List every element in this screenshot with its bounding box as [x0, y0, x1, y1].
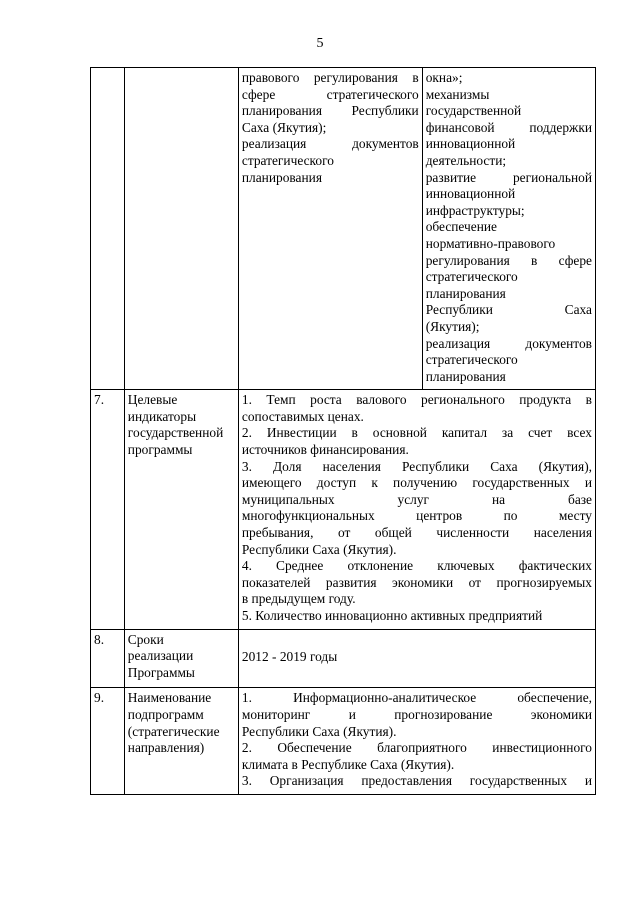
- row-name-cell: [124, 688, 238, 795]
- text-line: стратегического: [241, 152, 334, 168]
- row-number-cell: [91, 68, 125, 390]
- text-line: инфраструктуры;: [425, 202, 525, 218]
- text-line: регулирования в сфере: [425, 252, 592, 268]
- row-name-line: (стратегические: [127, 723, 220, 739]
- text-line: планирования Республики: [241, 103, 419, 119]
- text-line: 1. Информационно-аналитическое обеспечение,: [241, 690, 592, 706]
- text-line: 3. Доля населения Республики Саха (Якутия),: [241, 458, 592, 474]
- text-line: обеспечение: [425, 219, 498, 235]
- text-line: государственной: [425, 103, 522, 119]
- row-number: 7.: [91, 390, 125, 629]
- text-line: Республики Саха (Якутия).: [241, 541, 397, 557]
- text-line: показателей развития экономики от прогнозируемых: [241, 574, 592, 590]
- row-name-line: Программы: [127, 664, 195, 680]
- text-line: нормативно-правового: [425, 235, 556, 251]
- text-line: инновационной: [425, 136, 516, 152]
- row-number: 8.: [91, 629, 125, 688]
- target-indicators-cell: [238, 390, 595, 629]
- text-line: источников финансирования.: [241, 442, 409, 458]
- text-line: механизмы: [425, 86, 490, 102]
- text-line: стратегического: [425, 352, 518, 368]
- text-line: деятельности;: [425, 152, 507, 168]
- text-line: Республики Саха (Якутия).: [241, 723, 397, 739]
- text-line: 2. Обеспечение благоприятного инвестиционного: [241, 740, 592, 756]
- text-line: 2. Инвестиции в основной капитал за счет всех: [241, 425, 592, 441]
- text-line: планирования: [425, 368, 506, 384]
- text-line: реализация документов: [241, 136, 419, 152]
- text-line: финансовой поддержки: [425, 119, 592, 135]
- text-line: реализация документов: [425, 335, 592, 351]
- row-name-line: Целевые: [127, 392, 178, 408]
- row-name-line: государственной: [127, 425, 224, 441]
- text-line: планирования: [425, 285, 506, 301]
- text-line: окна»;: [425, 70, 463, 85]
- text-line: Саха (Якутия);: [241, 119, 327, 135]
- row-name-cell: [124, 629, 238, 688]
- text-line: сфере стратегического: [241, 86, 419, 102]
- row-name-line: подпрограмм: [127, 706, 204, 722]
- text-line: климата в Республике Саха (Якутия).: [241, 756, 455, 772]
- row-name-line: Наименование: [127, 690, 212, 706]
- text-line: пребывания, от общей численности населения: [241, 525, 592, 541]
- text-line: мониторинг и прогнозирование экономики: [241, 706, 592, 722]
- text-line: стратегического: [425, 269, 518, 285]
- row-name-line: программы: [127, 442, 193, 458]
- text-line: развитие региональной: [425, 169, 592, 185]
- row-name-cell: [124, 68, 238, 390]
- text-line: правового регулирования в: [241, 70, 419, 85]
- row-name-line: направления): [127, 740, 205, 756]
- text-line: Республики Саха: [425, 302, 592, 318]
- row-name-line: Сроки: [127, 631, 164, 647]
- table-row-9: [91, 688, 596, 795]
- text-line: сопоставимых ценах.: [241, 408, 364, 424]
- text-line: многофункциональных центров по месту: [241, 508, 592, 524]
- continued-col-b-cell: [422, 68, 595, 390]
- text-line: (Якутия);: [425, 318, 480, 334]
- text-line: 1. Темп роста валового регионального продукта в: [241, 392, 592, 408]
- text-line: инновационной: [425, 186, 516, 202]
- page-number: 5: [316, 36, 324, 51]
- text-line: планирования: [241, 169, 322, 185]
- text-line: 4. Среднее отклонение ключевых фактических: [241, 558, 592, 574]
- text-line: муниципальных услуг на базе: [241, 491, 592, 507]
- subprograms-cell: [238, 688, 595, 795]
- continued-col-a-cell: [238, 68, 422, 390]
- row-name-line: реализации: [127, 648, 194, 664]
- row-number: 9.: [91, 688, 125, 795]
- table-row-8: [91, 629, 596, 688]
- text-line: имеющего доступ к получению государственных и: [241, 475, 592, 491]
- table-row-continued: [91, 68, 596, 390]
- text-line: в предыдущем году.: [241, 591, 356, 607]
- row-name-line: индикаторы: [127, 408, 197, 424]
- text-line: 3. Организация предоставления государственных и: [241, 773, 592, 789]
- row-name-cell: [124, 390, 238, 629]
- program-period-value: 2012 - 2019 годы: [238, 629, 595, 688]
- program-passport-table: [90, 67, 596, 795]
- table-row-7: [91, 390, 596, 629]
- text-line: 5. Количество инновационно активных предприятий: [241, 608, 543, 623]
